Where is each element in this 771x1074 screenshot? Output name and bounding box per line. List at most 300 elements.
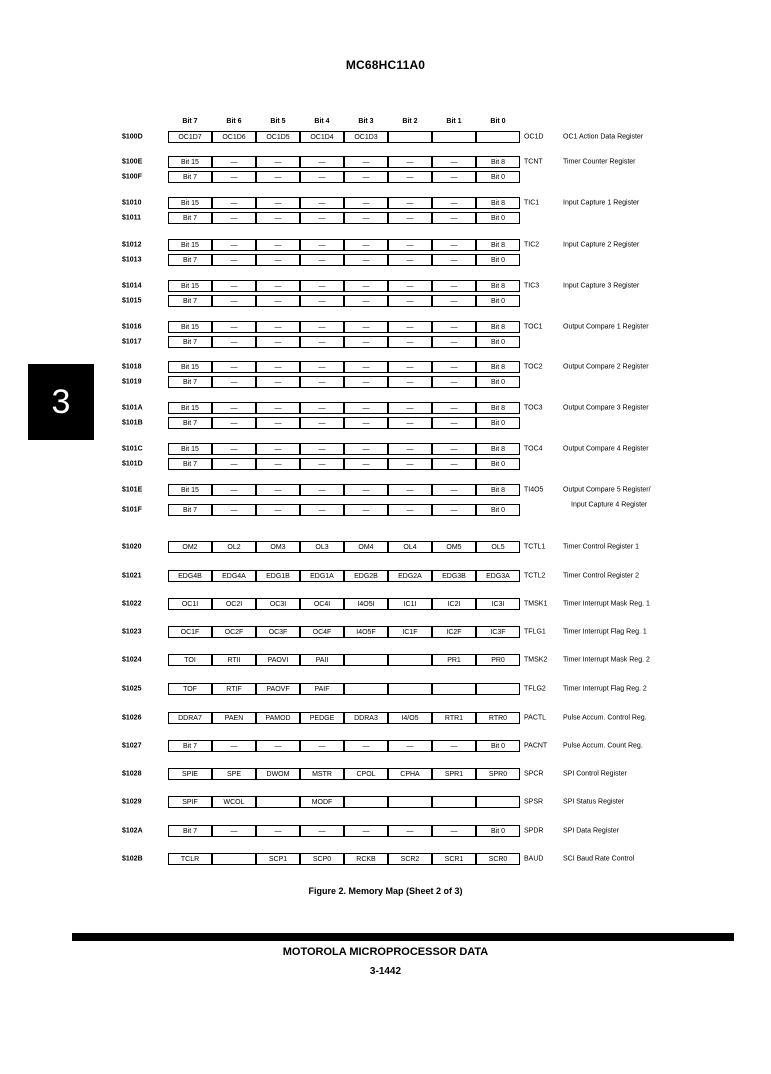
- bit-header-2: Bit 2: [402, 118, 418, 125]
- bit-cell: [388, 131, 432, 143]
- bit-cell: —: [300, 280, 344, 292]
- bit-cell: Bit 8: [476, 484, 520, 496]
- bit-cell: SPE: [212, 768, 256, 780]
- bit-cell: Bit 7: [168, 376, 212, 388]
- bit-cell: —: [300, 171, 344, 183]
- register-description: Timer Interrupt Mask Reg. 1: [563, 600, 650, 608]
- bit-cell: Bit 7: [168, 336, 212, 348]
- bit-cell: CPOL: [344, 768, 388, 780]
- bit-cell: —: [212, 825, 256, 837]
- register-address: $1017: [122, 338, 142, 346]
- bit-cell: —: [388, 825, 432, 837]
- register-address: $1023: [122, 628, 142, 636]
- bit-cell: OC4I: [300, 598, 344, 610]
- bit-cell: IC3I: [476, 598, 520, 610]
- bit-cell: Bit 7: [168, 295, 212, 307]
- bit-cell: —: [212, 295, 256, 307]
- bit-cell: OL2: [212, 541, 256, 553]
- register-description: Output Compare 5 Register/: [563, 486, 651, 494]
- bit-cell: —: [300, 295, 344, 307]
- bit-cell: —: [256, 825, 300, 837]
- bit-cell: —: [388, 254, 432, 266]
- bit-cell: IC2I: [432, 598, 476, 610]
- register-address: $1022: [122, 600, 142, 608]
- register-address: $1010: [122, 199, 142, 207]
- bit-header-0: Bit 0: [490, 118, 506, 125]
- bit-cell: [432, 796, 476, 808]
- bit-cell: [432, 131, 476, 143]
- bit-cell: —: [256, 212, 300, 224]
- register-address: $1020: [122, 543, 142, 551]
- bit-cell: EDG3A: [476, 570, 520, 582]
- bit-cell: OL3: [300, 541, 344, 553]
- bit-cell: —: [212, 254, 256, 266]
- register-description-line2: Input Capture 4 Register: [571, 501, 648, 509]
- bit-cell: —: [256, 376, 300, 388]
- bit-cell: IC3F: [476, 626, 520, 638]
- register-address: $1019: [122, 378, 142, 386]
- footer-title: MOTOROLA MICROPROCESSOR DATA: [282, 946, 489, 958]
- bit-cell: Bit 15: [168, 484, 212, 496]
- bit-cell: PAIF: [300, 683, 344, 695]
- bit-cell: Bit 15: [168, 197, 212, 209]
- bit-cell: —: [432, 156, 476, 168]
- bit-cell: —: [256, 484, 300, 496]
- bit-cell: —: [212, 504, 256, 516]
- bit-cell: Bit 0: [476, 336, 520, 348]
- register-address: $1011: [122, 214, 142, 222]
- bit-cell: —: [344, 376, 388, 388]
- bit-cell: —: [388, 417, 432, 429]
- bit-cell: Bit 7: [168, 825, 212, 837]
- register-address: $100E: [122, 158, 143, 166]
- bit-cell: IC1F: [388, 626, 432, 638]
- bit-cell: TOI: [168, 654, 212, 666]
- bit-cell: —: [432, 361, 476, 373]
- register-description: Timer Counter Register: [563, 158, 636, 166]
- register-address: $1025: [122, 685, 142, 693]
- bit-cell: —: [300, 443, 344, 455]
- bit-cell: Bit 8: [476, 402, 520, 414]
- bit-cell: —: [300, 458, 344, 470]
- bit-cell: TOF: [168, 683, 212, 695]
- bit-cell: SCP0: [300, 853, 344, 865]
- bit-cell: OC4F: [300, 626, 344, 638]
- register-description: Timer Interrupt Mask Reg. 2: [563, 656, 650, 664]
- bit-cell: —: [256, 402, 300, 414]
- bit-cell: —: [344, 458, 388, 470]
- register-mnemonic: TFLG2: [524, 685, 546, 693]
- bit-cell: —: [256, 336, 300, 348]
- bit-cell: [476, 796, 520, 808]
- register-mnemonic: TMSK2: [524, 656, 548, 664]
- bit-cell: —: [432, 197, 476, 209]
- register-mnemonic: TOC4: [524, 445, 543, 453]
- bit-cell: Bit 8: [476, 280, 520, 292]
- register-address: $1026: [122, 714, 142, 722]
- bit-header-5: Bit 5: [270, 118, 286, 125]
- register-address: $1029: [122, 798, 142, 806]
- bit-cell: —: [388, 321, 432, 333]
- bit-cell: Bit 7: [168, 417, 212, 429]
- bit-cell: —: [344, 484, 388, 496]
- register-address: $1015: [122, 297, 142, 305]
- bit-cell: EDG1B: [256, 570, 300, 582]
- bit-cell: —: [300, 402, 344, 414]
- bit-cell: —: [256, 254, 300, 266]
- bit-cell: SCR0: [476, 853, 520, 865]
- bit-cell: —: [344, 402, 388, 414]
- bit-cell: OC1D5: [256, 131, 300, 143]
- bit-cell: —: [432, 484, 476, 496]
- footer-rule: [72, 933, 734, 941]
- bit-cell: —: [212, 197, 256, 209]
- register-address: $101A: [122, 404, 143, 412]
- bit-cell: Bit 7: [168, 254, 212, 266]
- register-mnemonic: TIC3: [524, 282, 540, 290]
- bit-cell: —: [388, 197, 432, 209]
- bit-cell: Bit 15: [168, 321, 212, 333]
- bit-cell: —: [256, 443, 300, 455]
- register-description: SPI Data Register: [563, 827, 620, 835]
- bit-cell: PAEN: [212, 712, 256, 724]
- bit-cell: —: [256, 740, 300, 752]
- bit-cell: Bit 8: [476, 321, 520, 333]
- bit-cell: WCOL: [212, 796, 256, 808]
- bit-cell: PEDGE: [300, 712, 344, 724]
- bit-cell: [388, 683, 432, 695]
- bit-cell: Bit 15: [168, 156, 212, 168]
- bit-cell: —: [256, 239, 300, 251]
- bit-cell: Bit 0: [476, 740, 520, 752]
- bit-cell: —: [344, 740, 388, 752]
- page-title: MC68HC11A0: [345, 58, 426, 72]
- register-mnemonic: SPCR: [524, 770, 544, 778]
- bit-cell: Bit 8: [476, 443, 520, 455]
- bit-cell: —: [300, 825, 344, 837]
- bit-cell: EDG4A: [212, 570, 256, 582]
- bit-cell: —: [344, 321, 388, 333]
- bit-cell: RTR1: [432, 712, 476, 724]
- bit-cell: [388, 796, 432, 808]
- register-mnemonic: TCTL1: [524, 543, 546, 551]
- bit-header-7: Bit 7: [182, 118, 198, 125]
- bit-cell: PAMOD: [256, 712, 300, 724]
- bit-cell: MODF: [300, 796, 344, 808]
- bit-cell: [344, 683, 388, 695]
- bit-cell: OL4: [388, 541, 432, 553]
- bit-cell: —: [256, 156, 300, 168]
- bit-cell: Bit 0: [476, 458, 520, 470]
- bit-cell: —: [432, 402, 476, 414]
- register-address: $100F: [122, 173, 142, 181]
- bit-cell: [432, 683, 476, 695]
- bit-cell: Bit 0: [476, 212, 520, 224]
- bit-cell: Bit 8: [476, 239, 520, 251]
- bit-cell: —: [344, 197, 388, 209]
- register-mnemonic: TOC1: [524, 323, 543, 331]
- bit-cell: —: [388, 156, 432, 168]
- bit-cell: —: [344, 280, 388, 292]
- bit-cell: MSTR: [300, 768, 344, 780]
- register-mnemonic: BAUD: [524, 855, 544, 863]
- bit-cell: —: [388, 212, 432, 224]
- bit-cell: CPHA: [388, 768, 432, 780]
- bit-cell: OC3I: [256, 598, 300, 610]
- bit-cell: EDG1A: [300, 570, 344, 582]
- bit-cell: Bit 15: [168, 361, 212, 373]
- register-description: Timer Control Register 2: [563, 572, 639, 580]
- bit-cell: OC1D4: [300, 131, 344, 143]
- register-address: $102B: [122, 855, 143, 863]
- bit-cell: —: [388, 280, 432, 292]
- bit-cell: —: [344, 295, 388, 307]
- register-description: Timer Interrupt Flag Reg. 1: [563, 628, 647, 636]
- register-mnemonic: TOC3: [524, 404, 543, 412]
- bit-cell: OC1D3: [344, 131, 388, 143]
- bit-cell: OC3F: [256, 626, 300, 638]
- register-address: $1013: [122, 256, 142, 264]
- register-description: Pulse Accum. Control Reg.: [563, 714, 647, 722]
- bit-cell: Bit 7: [168, 458, 212, 470]
- bit-cell: DDRA3: [344, 712, 388, 724]
- bit-cell: Bit 7: [168, 212, 212, 224]
- bit-cell: —: [344, 254, 388, 266]
- bit-cell: —: [388, 504, 432, 516]
- bit-cell: IC2F: [432, 626, 476, 638]
- register-address: $100D: [122, 133, 143, 141]
- bit-cell: —: [344, 504, 388, 516]
- bit-cell: —: [256, 280, 300, 292]
- bit-cell: —: [432, 212, 476, 224]
- register-address: $1021: [122, 572, 142, 580]
- bit-cell: Bit 0: [476, 254, 520, 266]
- bit-cell: —: [388, 376, 432, 388]
- register-address: $1014: [122, 282, 142, 290]
- bit-cell: —: [388, 171, 432, 183]
- register-description: Timer Control Register 1: [563, 543, 639, 551]
- bit-cell: Bit 0: [476, 504, 520, 516]
- bit-cell: SPR1: [432, 768, 476, 780]
- bit-cell: —: [212, 361, 256, 373]
- register-description: Output Compare 3 Register: [563, 404, 649, 412]
- bit-cell: —: [256, 295, 300, 307]
- bit-cell: DDRA7: [168, 712, 212, 724]
- bit-cell: —: [212, 280, 256, 292]
- bit-cell: [388, 654, 432, 666]
- register-description: SPI Control Register: [563, 770, 627, 778]
- register-address: $1024: [122, 656, 142, 664]
- bit-cell: —: [432, 336, 476, 348]
- bit-cell: —: [432, 171, 476, 183]
- bit-cell: —: [212, 212, 256, 224]
- bit-cell: I4O5I: [344, 598, 388, 610]
- register-address: $101E: [122, 486, 143, 494]
- register-mnemonic: SPDR: [524, 827, 544, 835]
- register-address: $1012: [122, 241, 142, 249]
- bit-header-1: Bit 1: [446, 118, 462, 125]
- bit-cell: —: [344, 336, 388, 348]
- register-address: $101D: [122, 460, 143, 468]
- register-mnemonic: PACTL: [524, 714, 547, 722]
- bit-cell: —: [212, 239, 256, 251]
- register-address: $1027: [122, 742, 142, 750]
- register-mnemonic: TFLG1: [524, 628, 546, 636]
- bit-cell: OC1D6: [212, 131, 256, 143]
- bit-cell: —: [388, 484, 432, 496]
- bit-cell: —: [300, 361, 344, 373]
- register-mnemonic: PACNT: [524, 742, 548, 750]
- register-description: Output Compare 2 Register: [563, 363, 649, 371]
- bit-cell: TCLR: [168, 853, 212, 865]
- register-description: Input Capture 1 Register: [563, 199, 640, 207]
- bit-cell: Bit 0: [476, 295, 520, 307]
- bit-cell: EDG3B: [432, 570, 476, 582]
- bit-cell: —: [388, 443, 432, 455]
- bit-cell: SCR2: [388, 853, 432, 865]
- bit-cell: SCP1: [256, 853, 300, 865]
- bit-cell: OC1D7: [168, 131, 212, 143]
- bit-cell: Bit 7: [168, 504, 212, 516]
- bit-cell: OM4: [344, 541, 388, 553]
- bit-cell: —: [344, 417, 388, 429]
- bit-cell: Bit 0: [476, 171, 520, 183]
- bit-cell: —: [388, 295, 432, 307]
- bit-cell: —: [432, 458, 476, 470]
- bit-cell: Bit 0: [476, 825, 520, 837]
- bit-cell: OL5: [476, 541, 520, 553]
- bit-cell: RTII: [212, 654, 256, 666]
- bit-cell: —: [344, 443, 388, 455]
- bit-cell: OM5: [432, 541, 476, 553]
- bit-cell: —: [344, 239, 388, 251]
- bit-cell: Bit 15: [168, 280, 212, 292]
- bit-cell: OC2I: [212, 598, 256, 610]
- bit-cell: —: [212, 740, 256, 752]
- bit-cell: RTR0: [476, 712, 520, 724]
- bit-cell: PAOVF: [256, 683, 300, 695]
- bit-cell: Bit 0: [476, 376, 520, 388]
- section-tab: 3: [28, 364, 94, 440]
- bit-cell: [344, 796, 388, 808]
- register-description: Pulse Accum. Count Reg.: [563, 742, 643, 750]
- bit-cell: —: [344, 212, 388, 224]
- bit-cell: OM2: [168, 541, 212, 553]
- bit-cell: —: [432, 443, 476, 455]
- bit-cell: EDG4B: [168, 570, 212, 582]
- bit-cell: —: [344, 171, 388, 183]
- bit-cell: —: [344, 361, 388, 373]
- bit-cell: —: [300, 254, 344, 266]
- bit-cell: Bit 8: [476, 156, 520, 168]
- bit-cell: [212, 853, 256, 865]
- bit-cell: RCKB: [344, 853, 388, 865]
- bit-cell: OM3: [256, 541, 300, 553]
- bit-cell: —: [300, 197, 344, 209]
- bit-cell: —: [256, 504, 300, 516]
- register-description: SPI Status Register: [563, 798, 625, 806]
- bit-cell: SPIE: [168, 768, 212, 780]
- bit-cell: —: [212, 458, 256, 470]
- bit-cell: —: [212, 336, 256, 348]
- bit-cell: [476, 131, 520, 143]
- bit-cell: —: [212, 402, 256, 414]
- bit-header-3: Bit 3: [358, 118, 374, 125]
- bit-header-4: Bit 4: [314, 118, 330, 125]
- bit-cell: Bit 15: [168, 239, 212, 251]
- bit-cell: OC2F: [212, 626, 256, 638]
- bit-cell: —: [388, 336, 432, 348]
- bit-cell: —: [300, 336, 344, 348]
- bit-cell: —: [256, 197, 300, 209]
- register-mnemonic: TCNT: [524, 158, 543, 166]
- register-address: $1018: [122, 363, 142, 371]
- register-mnemonic: TI4O5: [524, 486, 544, 494]
- register-mnemonic: OC1D: [524, 133, 544, 141]
- bit-cell: PR1: [432, 654, 476, 666]
- bit-cell: I4/O5: [388, 712, 432, 724]
- bit-cell: —: [300, 212, 344, 224]
- register-description: SCI Baud Rate Control: [563, 855, 635, 863]
- bit-cell: —: [212, 484, 256, 496]
- bit-cell: —: [212, 171, 256, 183]
- bit-cell: Bit 15: [168, 443, 212, 455]
- bit-cell: Bit 8: [476, 361, 520, 373]
- bit-cell: —: [388, 402, 432, 414]
- bit-cell: —: [388, 361, 432, 373]
- bit-cell: PAII: [300, 654, 344, 666]
- bit-cell: SPR0: [476, 768, 520, 780]
- bit-cell: EDG2A: [388, 570, 432, 582]
- register-mnemonic: SPSR: [524, 798, 544, 806]
- bit-cell: —: [256, 361, 300, 373]
- bit-cell: EDG2B: [344, 570, 388, 582]
- register-address: $101B: [122, 419, 143, 427]
- bit-cell: —: [432, 740, 476, 752]
- bit-cell: PR0: [476, 654, 520, 666]
- bit-cell: —: [344, 156, 388, 168]
- bit-cell: SPIF: [168, 796, 212, 808]
- register-mnemonic: TCTL2: [524, 572, 546, 580]
- bit-cell: —: [388, 740, 432, 752]
- bit-cell: DWOM: [256, 768, 300, 780]
- bit-cell: —: [300, 156, 344, 168]
- page-number: 3-1442: [369, 966, 402, 977]
- bit-cell: —: [432, 295, 476, 307]
- bit-cell: —: [300, 417, 344, 429]
- bit-cell: Bit 8: [476, 197, 520, 209]
- figure-caption: Figure 2. Memory Map (Sheet 2 of 3): [308, 886, 463, 896]
- bit-cell: RTIF: [212, 683, 256, 695]
- bit-cell: OC1I: [168, 598, 212, 610]
- bit-cell: —: [432, 254, 476, 266]
- bit-cell: —: [432, 825, 476, 837]
- bit-cell: [344, 654, 388, 666]
- register-address: $102A: [122, 827, 143, 835]
- bit-cell: —: [300, 504, 344, 516]
- bit-cell: —: [432, 376, 476, 388]
- bit-cell: Bit 15: [168, 402, 212, 414]
- bit-cell: —: [300, 376, 344, 388]
- bit-cell: —: [344, 825, 388, 837]
- register-description: OC1 Action Data Register: [563, 133, 644, 141]
- bit-cell: —: [256, 417, 300, 429]
- bit-cell: —: [432, 321, 476, 333]
- bit-cell: —: [212, 376, 256, 388]
- bit-cell: —: [212, 321, 256, 333]
- register-address: $101F: [122, 506, 142, 514]
- bit-cell: PAOVI: [256, 654, 300, 666]
